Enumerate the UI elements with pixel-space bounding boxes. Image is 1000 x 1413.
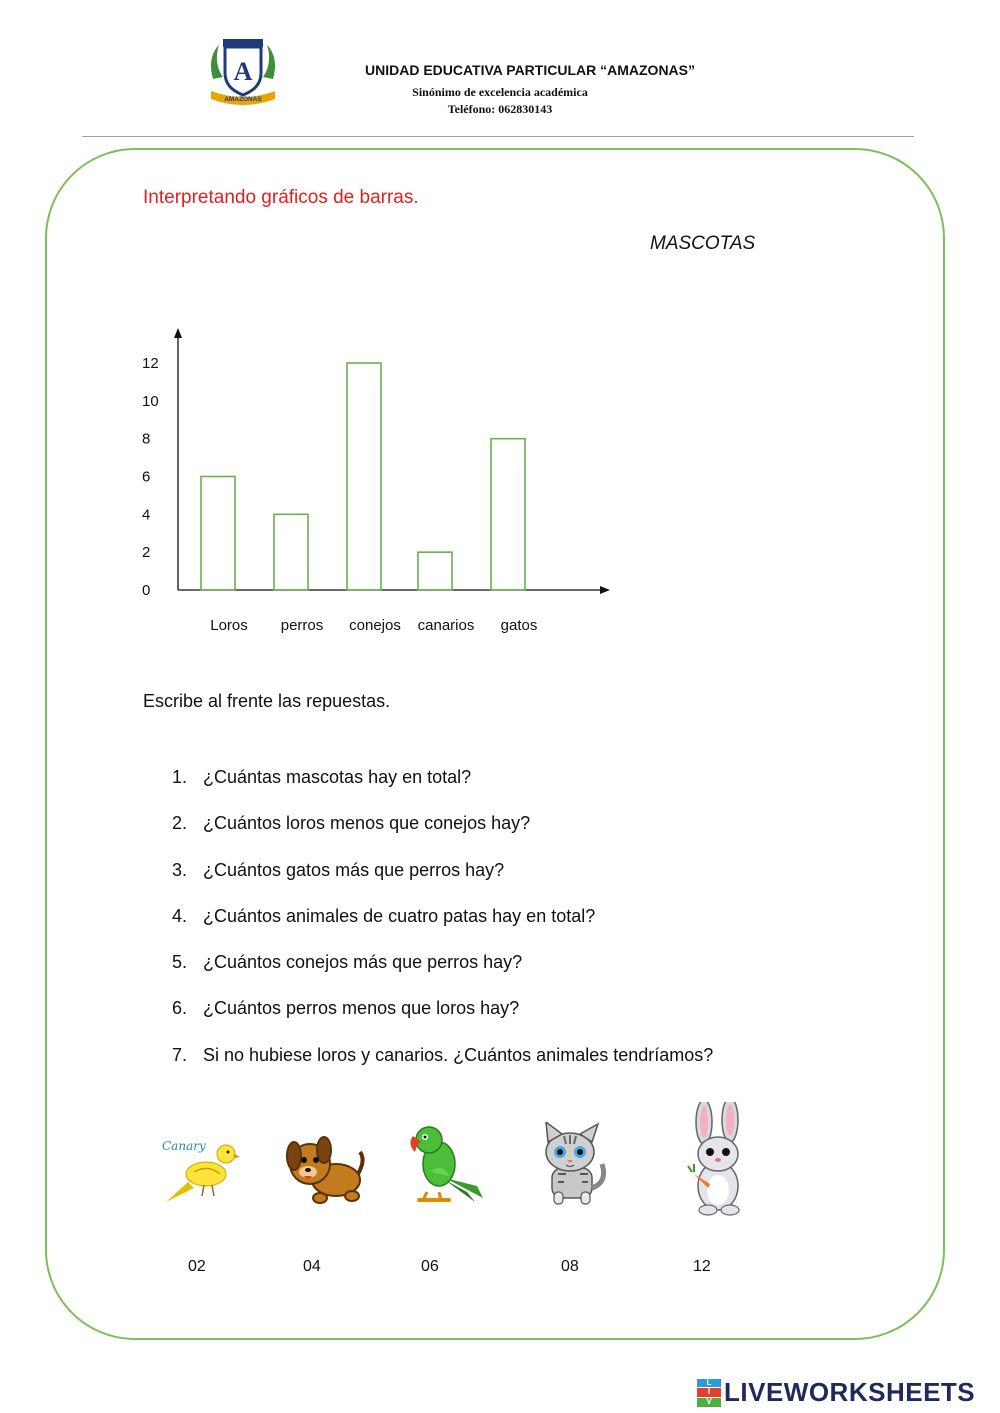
question-text: ¿Cuántos loros menos que conejos hay?: [203, 813, 531, 834]
x-category-label: Loros: [210, 617, 248, 634]
logo-letter: I: [697, 1388, 721, 1397]
liveworksheets-logo-icon: [697, 1379, 721, 1407]
question-number: 2.: [172, 813, 188, 834]
logo-letter: L: [697, 1379, 721, 1388]
question-number: 5.: [172, 952, 188, 973]
question-number: 3.: [172, 859, 188, 880]
question-item: [160, 811, 713, 857]
x-category-label: perros: [280, 617, 324, 634]
question-text: ¿Cuántas mascotas hay en total?: [203, 767, 472, 787]
y-tick-label: 6: [142, 468, 151, 486]
instructions: Escribe al frente las repuestas.: [143, 691, 391, 711]
x-category-label: gatos: [500, 617, 538, 634]
question-text: Si no hubiese loros y canarios. ¿Cuántos animales tendríamos?: [203, 1044, 714, 1065]
animal-value: 12: [693, 1258, 711, 1275]
y-tick-label: 0: [142, 582, 151, 599]
canary-caption: Canary: [162, 1139, 206, 1153]
question-text: ¿Cuántos gatos más que perros hay?: [203, 859, 505, 880]
chart-title: MASCOTAS: [650, 233, 756, 254]
dog-icon: [280, 1130, 366, 1212]
liveworksheets-brand: [697, 1377, 975, 1408]
question-text: ¿Cuántos animales de cuatro patas hay en total?: [203, 905, 596, 926]
question-item: [160, 996, 713, 1042]
question-number: 4.: [172, 905, 188, 926]
brand-text: LIVEWORKSHEETS: [724, 1377, 976, 1407]
canary-icon: [158, 1130, 240, 1208]
cat-icon: [536, 1122, 610, 1208]
parrot-icon: [405, 1122, 487, 1208]
x-axis-arrow: [600, 586, 610, 594]
school-phone: Teléfono: 062830143: [447, 102, 553, 116]
question-number: 6.: [172, 998, 188, 1019]
question-text: ¿Cuántos conejos más que perros hay?: [203, 952, 523, 973]
y-axis-arrow: [174, 328, 182, 338]
question-item: [160, 1043, 713, 1089]
logo-letter: V: [697, 1398, 721, 1407]
y-tick-label: 8: [142, 430, 151, 448]
animal-value: 08: [561, 1258, 579, 1275]
bar-chart: [130, 318, 630, 648]
bar-gatos: [491, 439, 525, 590]
bar-canarios: [418, 552, 452, 590]
school-crest-icon: [205, 35, 281, 107]
question-list: [160, 765, 713, 1089]
animal-value: 04: [303, 1258, 321, 1275]
header-divider: [82, 136, 914, 137]
question-text: ¿Cuántos perros menos que loros hay?: [203, 998, 520, 1019]
question-item: [160, 765, 713, 811]
question-item: [160, 904, 713, 950]
question-item: [160, 950, 713, 996]
worksheet-title: Interpretando gráficos de barras.: [143, 187, 419, 208]
animal-value: 06: [421, 1258, 439, 1275]
rabbit-icon: [680, 1102, 756, 1216]
bar-perros: [274, 514, 308, 590]
school-slogan: Sinónimo de excelencia académica: [412, 85, 588, 99]
y-tick-label: 2: [142, 544, 151, 562]
x-category-label: conejos: [349, 617, 401, 634]
bar-conejos: [347, 363, 381, 590]
y-tick-label: 4: [142, 506, 151, 524]
y-tick-label: 12: [142, 355, 159, 372]
animal-value: 02: [188, 1258, 206, 1275]
crest-letter: A: [233, 57, 253, 86]
bar-loros: [201, 477, 235, 591]
x-category-label: canarios: [417, 617, 475, 634]
crest-banner: AMAZONAS: [224, 96, 262, 103]
question-item: [160, 858, 713, 904]
question-number: 7.: [172, 1044, 188, 1065]
school-name: UNIDAD EDUCATIVA PARTICULAR “AMAZONAS”: [364, 62, 696, 78]
y-tick-label: 10: [142, 392, 159, 410]
question-number: 1.: [172, 767, 188, 787]
